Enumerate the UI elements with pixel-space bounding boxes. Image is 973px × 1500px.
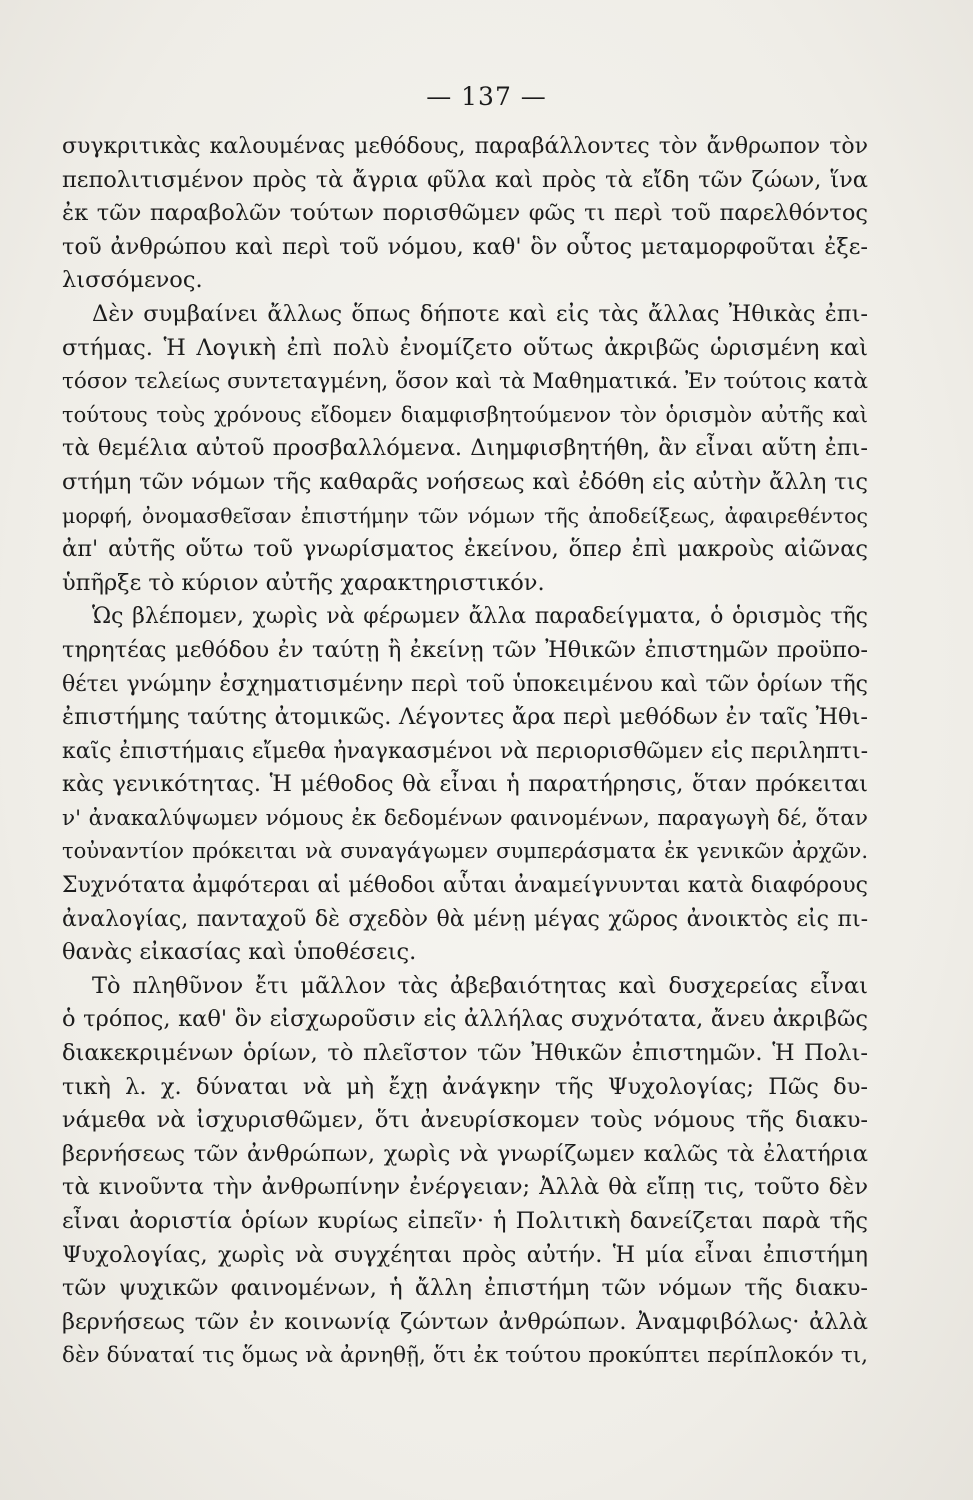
text-line: Δὲν συμβαίνει ἄλλως ὅπως δήποτε καὶ εἰς τὰς ἄλλας Ἠθικὰς ἐπι- (92, 300, 868, 327)
text-line: βερνήσεως τῶν ἀνθρώπων, χωρὶς νὰ γνωρίζωμεν καλῶς τὰ ἐλατήρια (62, 1140, 868, 1167)
text-line: θανὰς εἰκασίας καὶ ὑποθέσεις. (62, 939, 417, 966)
body-text (62, 130, 868, 1373)
text-line: ἀναλογίας, πανταχοῦ δὲ σχεδὸν θὰ μένῃ μέγας χῶρος ἀνοικτὸς εἰς πι- (62, 906, 868, 932)
text-line: μορφή, ὀνομασθεῖσαν ἐπιστήμην τῶν νόμων τῆς ἀποδείξεως, ἀφαιρεθέντος (62, 503, 868, 528)
text-line: καῖς ἐπιστήμαις εἴμεθα ἠναγκασμένοι νὰ περιορισθῶμεν εἰς περιληπτι- (62, 738, 868, 764)
text-line: τὰ θεμέλια αὐτοῦ προσβαλλόμενα. Διημφισβητήθη, ἂν εἶναι αὕτη ἐπι- (62, 435, 868, 462)
text-line: εἶναι ἀοριστία ὁρίων κυρίως εἰπεῖν· ἡ Πολιτικὴ δανείζεται παρὰ τῆς (62, 1208, 868, 1234)
text-line: πεπολιτισμένον πρὸς τὰ ἄγρια φῦλα καὶ πρὸς τὰ εἴδη τῶν ζώων, ἵνα (62, 166, 868, 193)
text-line: λισσόμενος. (62, 267, 203, 294)
text-line: ἐκ τῶν παραβολῶν τούτων πορισθῶμεν φῶς τι περὶ τοῦ παρελθόντος (62, 200, 868, 227)
text-line: Συχνότατα ἀμφότεραι αἱ μέθοδοι αὗται ἀναμείγνυνται κατὰ διαφόρους (62, 873, 868, 899)
text-line: τικὴ λ. χ. δύναται νὰ μὴ ἔχῃ ἀνάγκην τῆς Ψυχολογίας; Πῶς δυ- (62, 1073, 868, 1100)
text-line: τόσον τελείως συντεταγμένη, ὅσον καὶ τὰ Μαθηματικά. Ἐν τούτοις κατὰ (62, 369, 868, 395)
text-line: τούτους τοὺς χρόνους εἴδομεν διαμφισβητούμενον τὸν ὁρισμὸν αὐτῆς καὶ (62, 402, 868, 427)
text-line: στήμας. Ἡ Λογικὴ ἐπὶ πολὺ ἐνομίζετο οὕτως ἀκριβῶς ὡρισμένη καὶ (62, 334, 868, 361)
text-line: Ψυχολογίας, χωρὶς νὰ συγχέηται πρὸς αὐτήν. Ἡ μία εἶναι ἐπιστήμη (62, 1241, 868, 1268)
text-line: στήμη τῶν νόμων τῆς καθαρᾶς νοήσεως καὶ ἐδόθη εἰς αὐτὴν ἄλλη τις (62, 468, 868, 495)
text-line: τοὐναντίον πρόκειται νὰ συναγάγωμεν συμπεράσματα ἐκ γενικῶν ἀρχῶν. (62, 839, 868, 864)
text-line: τὰ κινοῦντα τὴν ἀνθρωπίνην ἐνέργειαν; Ἀλλὰ θὰ εἴπῃ τις, τοῦτο δὲν (62, 1174, 868, 1201)
text-line: ἀπ' αὐτῆς οὕτω τοῦ γνωρίσματος ἐκείνου, ὅπερ ἐπὶ μακροὺς αἰῶνας (62, 536, 868, 563)
text-line: δὲν δύναταί τις ὅμως νὰ ἀρνηθῇ, ὅτι ἐκ τούτου προκύπτει περίπλοκόν τι, (62, 1343, 868, 1369)
text-line: τῶν ψυχικῶν φαινομένων, ἡ ἄλλη ἐπιστήμη τῶν νόμων τῆς διακυ- (62, 1275, 868, 1302)
text-line: βερνήσεως τῶν ἐν κοινωνίᾳ ζώντων ἀνθρώπων. Ἀναμφιβόλως· ἀλλὰ (62, 1308, 868, 1335)
text-line: διακεκριμένων ὁρίων, τὸ πλεῖστον τῶν Ἠθικῶν ἐπιστημῶν. Ἡ Πολι- (62, 1040, 868, 1067)
text-line: κὰς γενικότητας. Ἡ μέθοδος θὰ εἶναι ἡ παρατήρησις, ὅταν πρόκειται (62, 771, 868, 798)
text-line: νάμεθα νὰ ἰσχυρισθῶμεν, ὅτι ἀνευρίσκομεν τοὺς νόμους τῆς διακυ- (62, 1107, 868, 1134)
text-line: τηρητέας μεθόδου ἐν ταύτῃ ἢ ἐκείνῃ τῶν Ἠθικῶν ἐπιστημῶν προϋπο- (62, 636, 868, 663)
text-line: Τὸ πληθῦνον ἔτι μᾶλλον τὰς ἀβεβαιότητας καὶ δυσχερείας εἶναι (92, 972, 868, 999)
text-line: τοῦ ἀνθρώπου καὶ περὶ τοῦ νόμου, καθ' ὃν οὗτος μεταμορφοῦται ἐξε- (62, 233, 868, 260)
text-line: Ὡς βλέπομεν, χωρὶς νὰ φέρωμεν ἄλλα παραδείγματα, ὁ ὁρισμὸς τῆς (92, 604, 868, 630)
text-line: ν' ἀνακαλύψωμεν νόμους ἐκ δεδομένων φαινομένων, παραγωγὴ δέ, ὅταν (62, 805, 868, 831)
text-line: συγκριτικὰς καλουμένας μεθόδους, παραβάλλοντες τὸν ἄνθρωπον τὸν (62, 134, 868, 159)
text-line: ὑπῆρξε τὸ κύριον αὐτῆς χαρακτηριστικόν. (62, 569, 545, 596)
text-line: ἐπιστήμης ταύτης ἀτομικῶς. Λέγοντες ἄρα περὶ μεθόδων ἐν ταῖς Ἠθι- (62, 704, 868, 731)
text-line: ὁ τρόπος, καθ' ὃν εἰσχωροῦσιν εἰς ἀλλήλας συχνότατα, ἄνευ ἀκριβῶς (62, 1006, 868, 1033)
text-line: θέτει γνώμην ἐσχηματισμένην περὶ τοῦ ὑποκειμένου καὶ τῶν ὁρίων τῆς (62, 671, 868, 697)
page-number: — 137 — (426, 82, 547, 111)
